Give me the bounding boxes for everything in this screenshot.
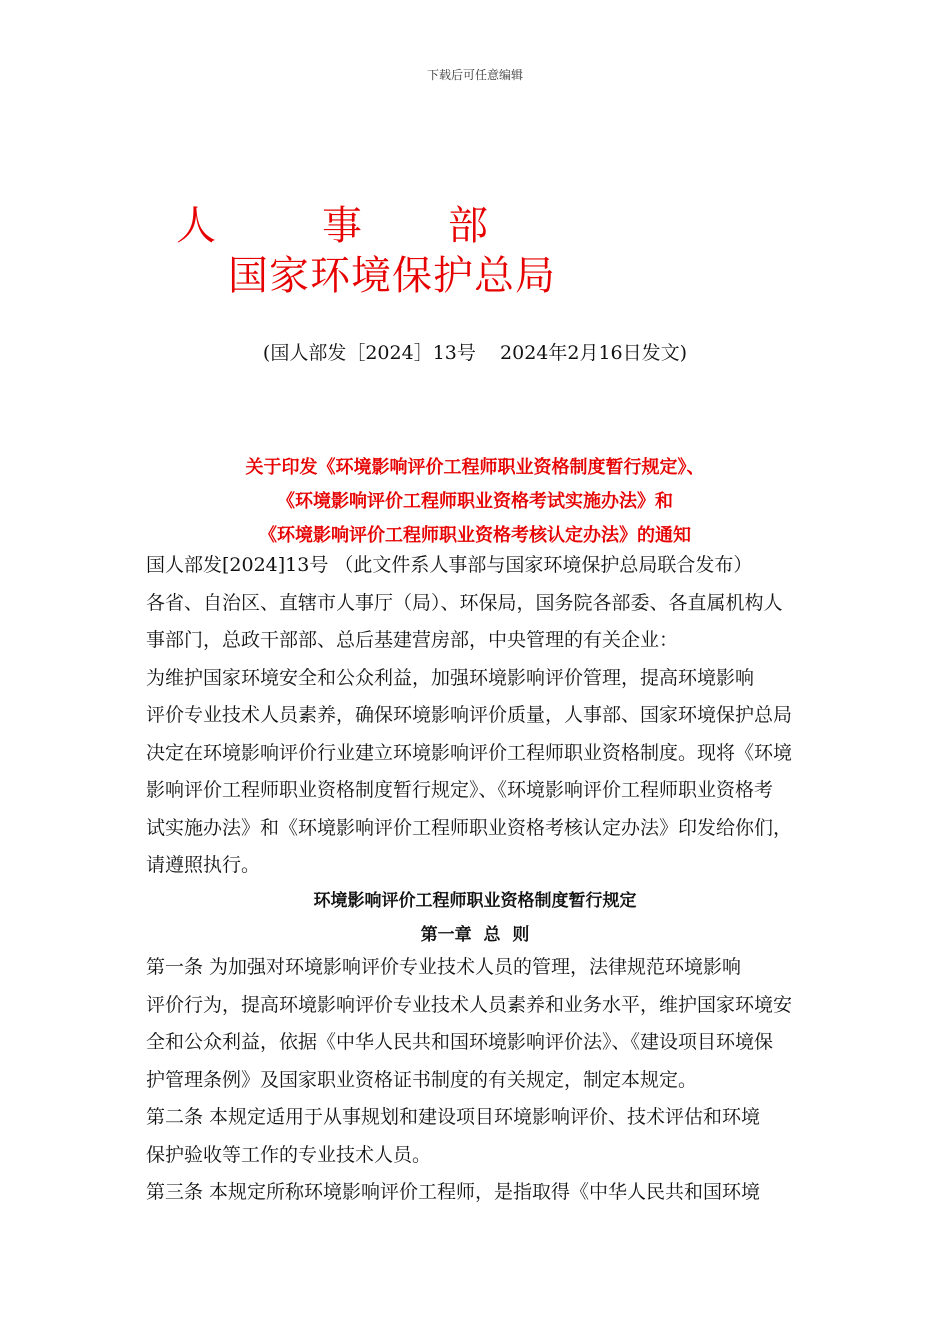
article-body [146,949,811,1212]
notice-title-line-3: 《环境影响评价工程师职业资格考核认定办法》的通知 [259,525,691,546]
document-number: (国人部发［2024］13号 2024年2月16日发文) [262,342,688,364]
org-char-1: 人 [176,203,216,249]
article-line: 护管理条例》及国家职业资格证书制度的有关规定，制定本规定。 [146,1068,698,1091]
article-line: 保护验收等工作的专业技术人员。 [146,1143,432,1166]
article-line: 第二条 本规定适用于从事规划和建设项目环境影响评价、技术评估和环境 [146,1106,761,1128]
org-char-3: 部 [448,203,488,249]
chapter-title: 第一章 总 则 [420,925,530,945]
body-line: 决定在环境影响评价行业建立环境影响评价工程师职业资格制度。现将《环境 [146,741,793,764]
article-line: 第三条 本规定所称环境影响评价工程师，是指取得《中华人民共和国环境 [146,1181,761,1203]
notice-title-line-2: 《环境影响评价工程师职业资格考试实施办法》和 [277,491,673,512]
regulation-title: 环境影响评价工程师职业资格制度暂行规定 [313,891,637,911]
issuing-org-ministry-of-personnel [176,204,488,248]
body-line: 为维护国家环境安全和公众利益，加强环境影响评价管理，提高环境影响 [146,666,755,689]
article-line: 第一条 为加强对环境影响评价专业技术人员的管理，法律规范环境影响 [146,956,742,978]
issuing-org-sepa: 国家环境保护总局 [228,253,556,299]
body-line: 事部门，总政干部部、总后基建营房部，中央管理的有关企业： [146,629,679,651]
body-line: 试实施办法》和《环境影响评价工程师职业资格考核认定办法》印发给你们， [146,816,793,839]
body-line: 评价专业技术人员素养，确保环境影响评价质量，人事部、国家环境保护总局 [146,704,793,726]
body-line: 国人部发[2024]13号 （此文件系人事部与国家环境保护总局联合发布） [146,554,753,576]
body-line: 请遵照执行。 [146,854,261,876]
notice-body [146,547,811,885]
header-note: 下载后可任意编辑 [426,68,523,82]
org-char-2: 事 [322,203,362,249]
body-line: 各省、自治区、直辖市人事厅（局）、环保局，国务院各部委、各直属机构人 [146,591,783,614]
body-line: 影响评价工程师职业资格制度暂行规定》、《环境影响评价工程师职业资格考 [146,779,774,801]
article-line: 全和公众利益，依据《中华人民共和国环境影响评价法》、《建设项目环境保 [146,1031,774,1053]
article-line: 评价行为，提高环境影响评价专业技术人员素养和业务水平，维护国家环境安 [146,993,793,1016]
notice-title-line-1: 关于印发《环境影响评价工程师职业资格制度暂行规定》、 [245,457,705,478]
